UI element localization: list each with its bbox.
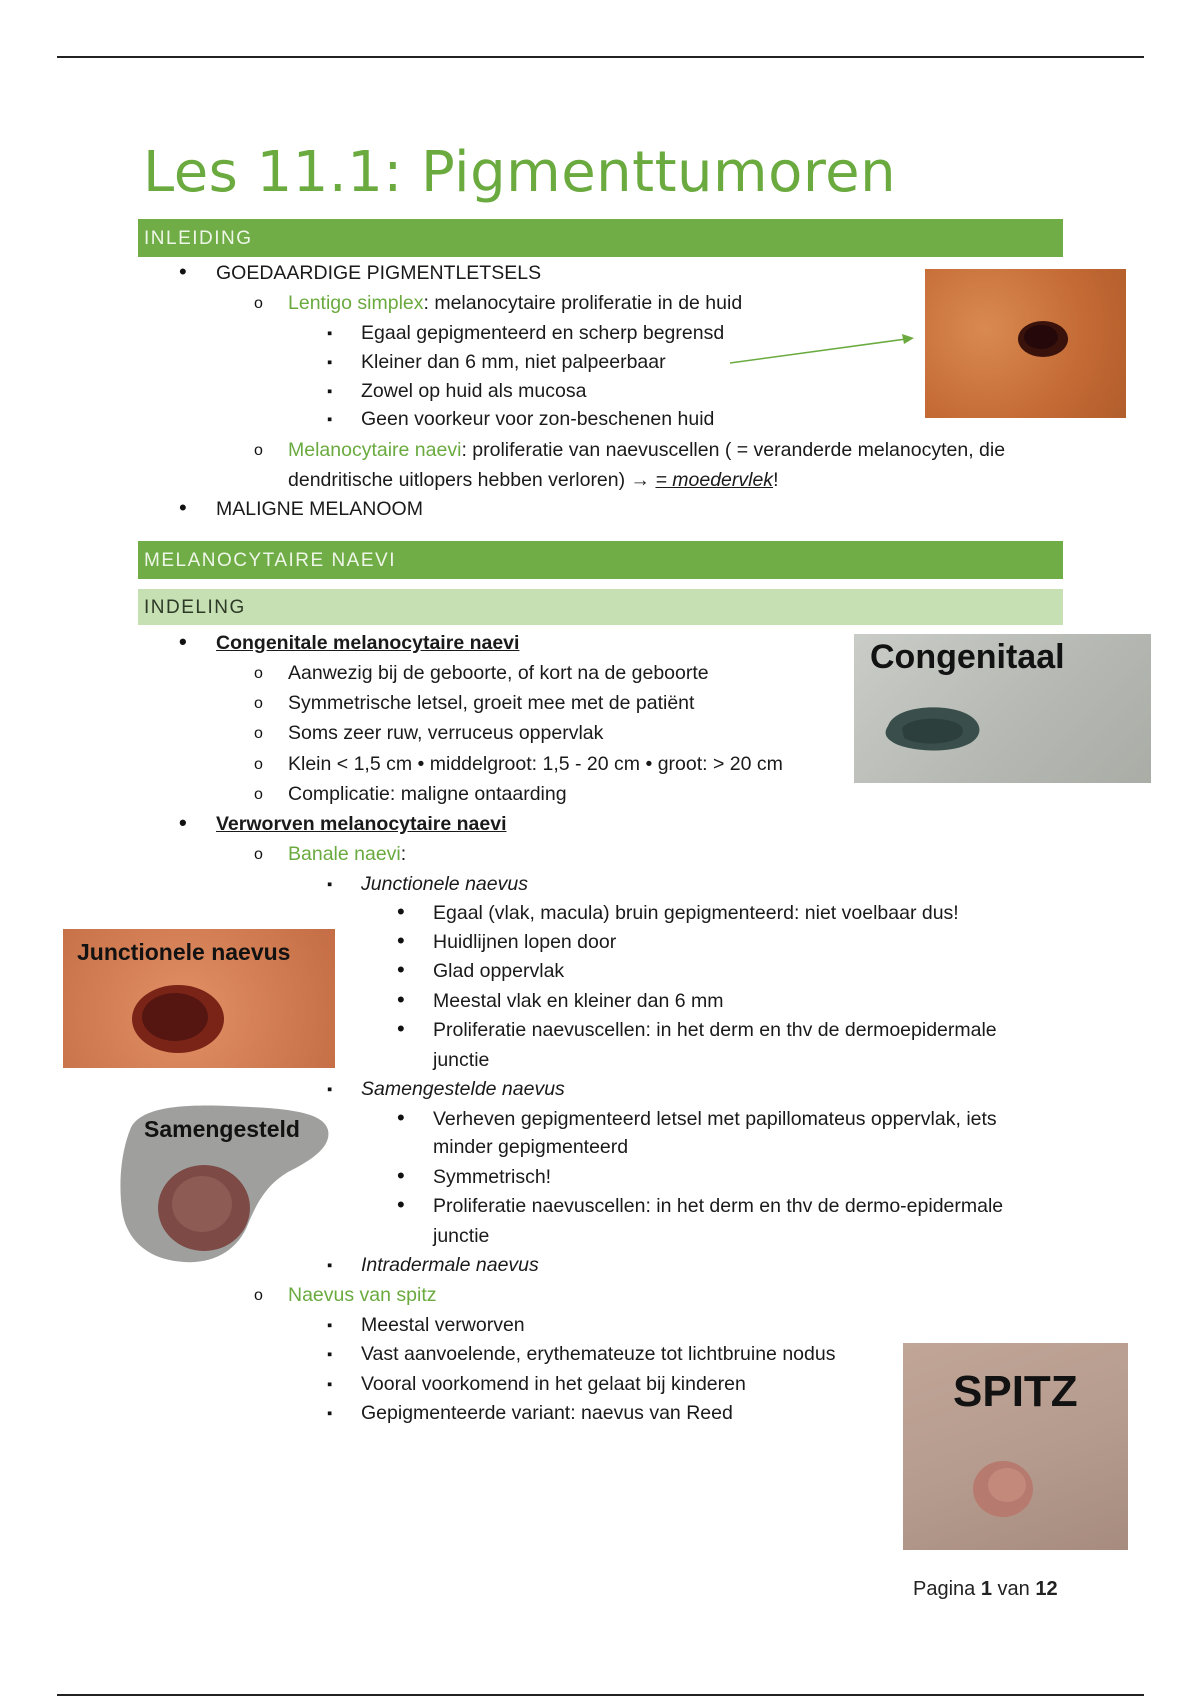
congenitale-point: o Complicatie: maligne ontaarding: [288, 783, 567, 806]
junctionele-photo: [63, 929, 335, 1068]
congenitale-point: o Aanwezig bij de geboorte, of kort na de geboorte: [288, 662, 709, 685]
junctionele-item: ▪ Junctionele naevus: [361, 873, 528, 896]
samengesteld-photo: [118, 1100, 333, 1266]
congenitale-point: o Soms zeer ruw, verruceus oppervlak: [288, 722, 603, 745]
spitz-point: ▪ Vooral voorkomend in het gelaat bij kinderen: [361, 1373, 746, 1396]
lentigo-point: ▪ Zowel op huid als mucosa: [361, 380, 586, 403]
spitz-point: ▪ Gepigmenteerde variant: naevus van Reed: [361, 1402, 733, 1425]
congenitale-point: o Klein < 1,5 cm • middelgroot: 1,5 - 20 cm • groot: > 20 cm: [288, 753, 783, 776]
junctionele-label: Junctionele naevus: [77, 939, 291, 965]
samengestelde-point-cont: minder gepigmenteerd: [433, 1136, 629, 1158]
samengestelde-point: • Proliferatie naevuscellen: in het derm en thv de dermo-epidermale: [433, 1195, 1003, 1218]
congenitaal-photo: [854, 634, 1151, 783]
samengestelde-point: • Verheven gepigmenteerd letsel met papillomateus oppervlak, iets: [433, 1108, 997, 1131]
spitz-point: ▪ Meestal verworven: [361, 1314, 525, 1337]
maligne-item: • MALIGNE MELANOOM: [216, 498, 423, 521]
lentigo-photo: [925, 269, 1126, 418]
goedaardig-item: • GOEDAARDIGE PIGMENTLETSELS: [216, 262, 541, 285]
lentigo-term: Lentigo simplex: [288, 292, 424, 314]
subsection-indeling: INDELING: [138, 589, 1063, 625]
junctionele-point: • Egaal (vlak, macula) bruin gepigmenteerd: niet voelbaar dus!: [433, 902, 959, 925]
lentigo-item: o Lentigo simplex: melanocytaire proliferatie in de huid: [288, 292, 742, 315]
top-rule: [57, 56, 1144, 58]
naevi-item-cont: dendritische uitlopers hebben verloren) → = moedervlek!: [288, 469, 779, 491]
page-title: Les 11.1: Pigmenttumoren: [143, 140, 897, 205]
congenitaal-label: Congenitaal: [870, 638, 1065, 676]
banale-item: o Banale naevi:: [288, 843, 406, 866]
spitz-item: o Naevus van spitz: [288, 1284, 437, 1307]
lentigo-point: ▪ Geen voorkeur voor zon-beschenen huid: [361, 408, 714, 431]
samengestelde-point: • Symmetrisch!: [433, 1166, 551, 1189]
arrow-icon: [728, 330, 918, 370]
congenitale-heading: • Congenitale melanocytaire naevi: [216, 632, 519, 655]
samengestelde-item: ▪ Samengestelde naevus: [361, 1078, 565, 1101]
samengesteld-label: Samengesteld: [144, 1116, 300, 1142]
samengestelde-point-cont: junctie: [433, 1225, 490, 1247]
intradermale-item: ▪ Intradermale naevus: [361, 1254, 539, 1277]
verworven-heading: • Verworven melanocytaire naevi: [216, 813, 506, 836]
junctionele-point: • Proliferatie naevuscellen: in het derm en thv de dermoepidermale: [433, 1019, 997, 1042]
lentigo-point: ▪ Egaal gepigmenteerd en scherp begrensd: [361, 322, 724, 345]
spitz-point: ▪ Vast aanvoelende, erythemateuze tot lichtbruine nodus: [361, 1343, 835, 1366]
bottom-rule: [57, 1694, 1144, 1696]
section-melanocytaire-naevi: MELANOCYTAIRE NAEVI: [138, 541, 1063, 579]
junctionele-point: • Huidlijnen lopen door: [433, 931, 616, 954]
naevi-term: Melanocytaire naevi: [288, 439, 462, 461]
spitz-label: SPITZ: [953, 1367, 1078, 1416]
lentigo-lesion: [925, 269, 1126, 418]
moedervlek-term: = moedervlek: [655, 469, 774, 491]
naevi-item: o Melanocytaire naevi: proliferatie van naevuscellen ( = veranderde melanocyten, die: [288, 439, 1005, 462]
congenitale-point: o Symmetrische letsel, groeit mee met de patiënt: [288, 692, 694, 715]
junctionele-point-cont: junctie: [433, 1049, 490, 1071]
junctionele-point: • Glad oppervlak: [433, 960, 564, 983]
lentigo-point: ▪ Kleiner dan 6 mm, niet palpeerbaar: [361, 351, 666, 374]
junctionele-point: • Meestal vlak en kleiner dan 6 mm: [433, 990, 723, 1013]
section-inleiding: INLEIDING: [138, 219, 1063, 257]
spitz-photo: [903, 1343, 1128, 1550]
page-number: Pagina 1 van 12: [913, 1578, 1058, 1600]
